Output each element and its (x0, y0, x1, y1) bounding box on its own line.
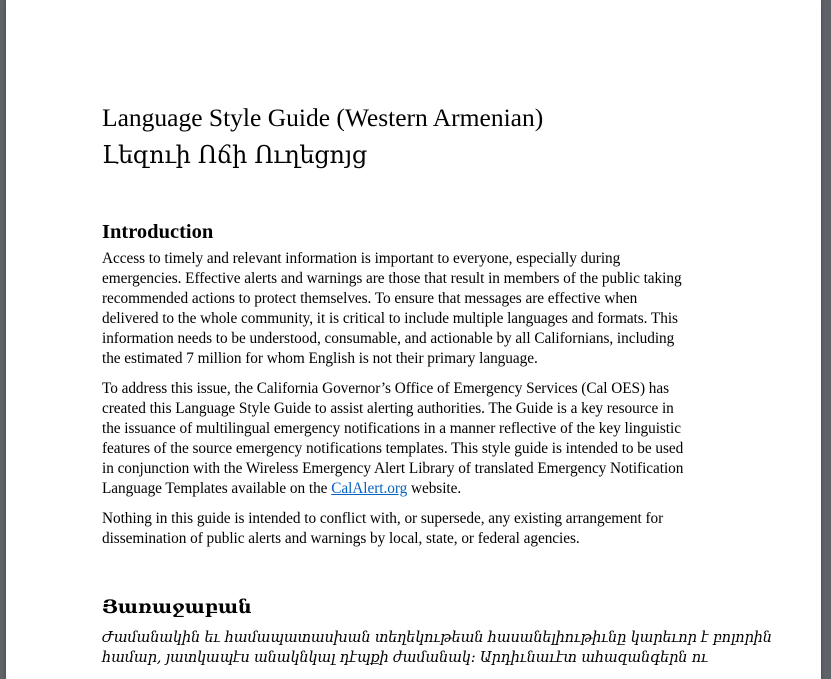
text-line: Language Templates available on the (102, 480, 332, 497)
text-line: delivered to the whole community, it is critical to include multiple languages and formats. This (102, 310, 678, 327)
intro-paragraph-armenian (102, 628, 772, 668)
text-line: To address this issue, the California Governor’s Office of Emergency Services (Cal OES) has (102, 380, 670, 397)
text-line: recommended actions to protect themselves. To ensure that messages are effective when (102, 290, 638, 307)
intro-paragraph-1 (102, 249, 722, 369)
text-line: created this Language Style Guide to assist alerting authorities. The Guide is a key resource in (102, 400, 674, 417)
text-line: Ժամանակին եւ համապատասխան տեղեկութեան հասանելիութիւնը կարեւոր է բոլորին (102, 629, 772, 646)
text-line: features of the source emergency notifications templates. This style guide is intended to be used (102, 440, 684, 457)
introduction-heading: Introduction (102, 221, 214, 243)
text-line: the issuance of multilingual emergency notifications in a manner reflective of the key linguistic (102, 420, 681, 437)
document-title-armenian: Լեզուի Ոճի Ուղեցոյց (102, 141, 367, 169)
document-title: Language Style Guide (Western Armenian) (102, 103, 544, 132)
text-line: in conjunction with the Wireless Emergency Alert Library of translated Emergency Notification (102, 460, 684, 477)
document-content (102, 101, 772, 668)
text-line: համար, յատկապէս անակնկալ դէպքի ժամանակ: Արդիւնաւէտ ահազանգերն ու (102, 649, 708, 666)
text-line: website. (407, 480, 462, 497)
intro-paragraph-2 (102, 379, 722, 499)
intro-paragraph-3 (102, 509, 722, 549)
introduction-heading-armenian: Յառաջաբան (102, 596, 252, 618)
document-page (6, 0, 821, 679)
text-line: the estimated 7 million for whom English is not their primary language. (102, 350, 538, 367)
text-line: Nothing in this guide is intended to conflict with, or supersede, any existing arrangement for (102, 510, 664, 527)
text-line: Access to timely and relevant information is important to everyone, especially during (102, 250, 621, 267)
calalert-link[interactable]: CalAlert.org (331, 480, 408, 497)
text-line: information needs to be understood, consumable, and actionable by all Californians, including (102, 330, 675, 347)
text-line: dissemination of public alerts and warnings by local, state, or federal agencies. (102, 530, 580, 547)
text-line: emergencies. Effective alerts and warnings are those that result in members of the public taking (102, 270, 682, 287)
